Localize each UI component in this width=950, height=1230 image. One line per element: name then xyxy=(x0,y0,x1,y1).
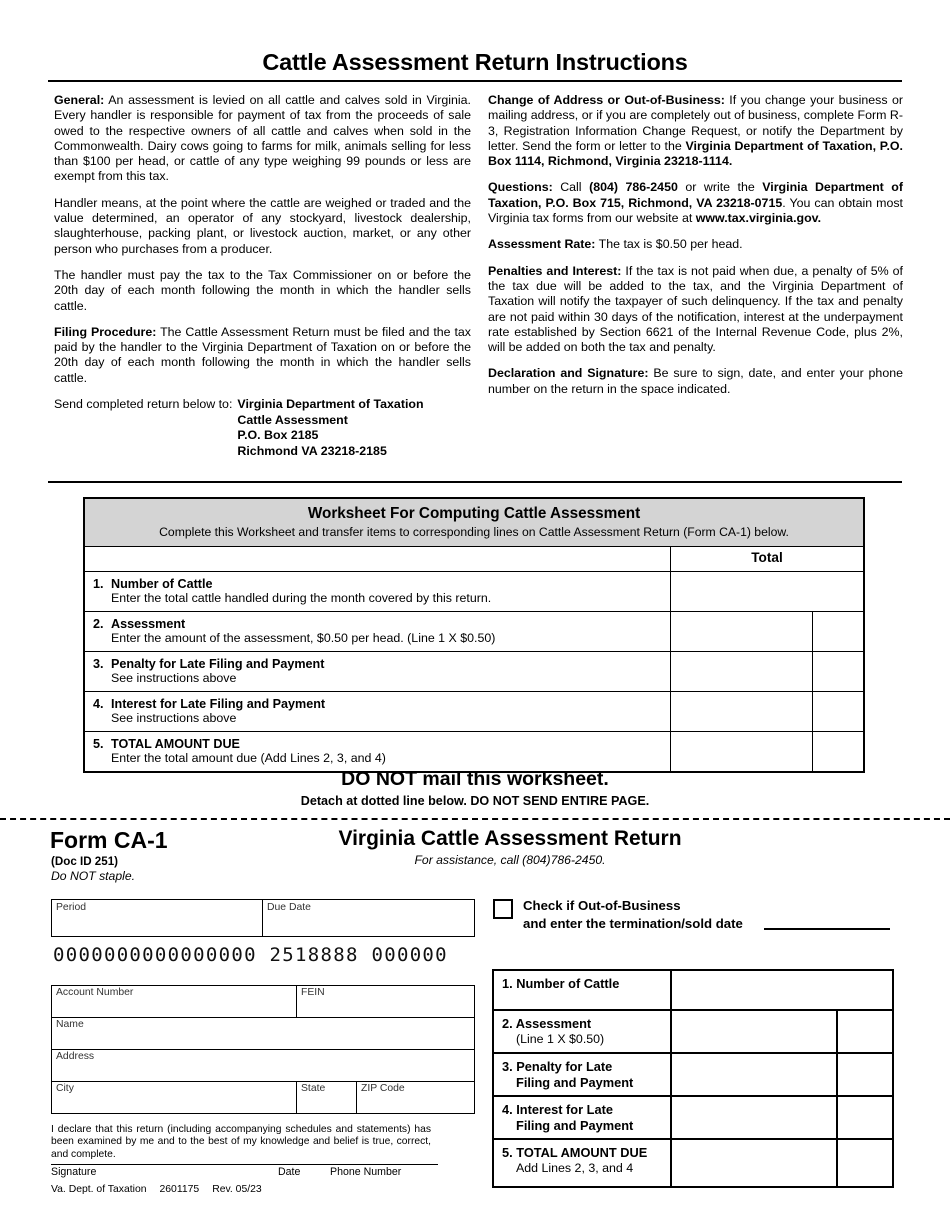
worksheet-row-2-instruction: Enter the amount of the assessment, $0.50 per head. (Line 1 X $0.50) xyxy=(111,631,496,645)
return-row-2-title xyxy=(502,1016,670,1032)
signature-date-label: Date xyxy=(278,1166,301,1178)
worksheet-row-5-amount-input[interactable] xyxy=(671,732,813,771)
worksheet-row-4-number: 4. xyxy=(93,697,104,711)
worksheet-row-1 xyxy=(85,572,863,612)
signature-label: Signature xyxy=(51,1166,97,1178)
worksheet-row-1-title-text: Number of Cattle xyxy=(111,577,213,591)
worksheet-row-1-title xyxy=(93,577,670,591)
worksheet-row-2-desc xyxy=(85,612,671,651)
return-row-2-title-text: Assessment xyxy=(515,1016,592,1031)
worksheet-row-1-desc xyxy=(85,572,671,611)
assistance-note: For assistance, call (804)786-2450. xyxy=(414,853,606,867)
return-row-4-number: 4. xyxy=(502,1102,513,1117)
address-line-1: Virginia Department of Taxation xyxy=(237,397,424,412)
questions-paragraph xyxy=(488,180,903,226)
account-number-label: Account Number xyxy=(56,987,134,998)
worksheet-row-3-title-text: Penalty for Late Filing and Payment xyxy=(111,657,325,671)
state-label: State xyxy=(301,1083,326,1094)
taxpayer-row-name xyxy=(52,1018,474,1050)
due-date-field[interactable] xyxy=(263,900,474,936)
worksheet-row-5 xyxy=(85,732,863,771)
send-completed-return-block xyxy=(54,397,471,459)
name-label: Name xyxy=(56,1019,84,1030)
worksheet-heading: Worksheet For Computing Cattle Assessment xyxy=(307,505,641,522)
return-row-1-title-text: Number of Cattle xyxy=(516,976,620,991)
payment-due-paragraph: The handler must pay the tax to the Tax Commissioner on or before the 20th day of each month following the month in which the handler sells cattle. xyxy=(54,267,471,313)
return-row-5-title-text: TOTAL AMOUNT DUE xyxy=(516,1145,648,1160)
instructions-left-column xyxy=(54,93,471,459)
ocr-scanline: 0000000000000000 2518888 000000 xyxy=(53,944,448,966)
filing-procedure-label: Filing Procedure: xyxy=(54,324,157,339)
worksheet-row-2-title xyxy=(93,617,670,631)
address-label: Address xyxy=(56,1051,95,1062)
worksheet-row-4-title xyxy=(93,697,670,711)
zip-code-label: ZIP Code xyxy=(361,1083,405,1094)
worksheet-row-2-cents-input[interactable] xyxy=(813,612,863,651)
address-line-2: Cattle Assessment xyxy=(237,412,348,427)
questions-write-text: or write the xyxy=(677,180,763,195)
worksheet-row-3-title xyxy=(93,657,670,671)
out-of-business-line1: Check if Out-of-Business xyxy=(523,898,681,913)
page-title: Cattle Assessment Return Instructions xyxy=(262,49,688,75)
worksheet-row-5-desc xyxy=(85,732,671,771)
penalties-label: Penalties and Interest: xyxy=(488,263,622,278)
footer-revision: Rev. 05/23 xyxy=(212,1184,262,1195)
period-field[interactable] xyxy=(52,900,263,936)
return-row-2-amount-input[interactable] xyxy=(672,1011,838,1052)
section-divider xyxy=(48,481,902,483)
declaration-statement: I declare that this return (including accompanying schedules and statements) has been examined by me and to the best of my knowledge and belief is true, correct, and complete. xyxy=(51,1124,431,1160)
return-row-2-desc xyxy=(494,1011,672,1052)
return-row-4-title2: Filing and Payment xyxy=(516,1117,634,1133)
phone-number-label: Phone Number xyxy=(330,1166,402,1178)
return-lines-table xyxy=(492,969,894,1188)
footer-agency: Va. Dept. of Taxation xyxy=(51,1184,147,1195)
return-row-4-title xyxy=(502,1102,670,1118)
return-row-4-cents-input[interactable] xyxy=(838,1097,892,1138)
worksheet-row-4 xyxy=(85,692,863,732)
general-text: An assessment is levied on all cattle and calves sold in Virginia. Every handler is responsible for payment of tax from the proceeds of sale owed to the respective owners of all cattle and calves when sold in the Commonwealth. Dairy cows going to farms for milk, animals selling for less than $100 per head, or cattle of any type weighing 99 pounds or less are exempt from this tax. xyxy=(54,93,471,184)
return-row-3 xyxy=(494,1054,892,1097)
return-row-3-title xyxy=(502,1059,670,1075)
worksheet-row-4-amount-input[interactable] xyxy=(671,692,813,731)
send-to-address xyxy=(237,397,423,459)
taxpayer-row-account xyxy=(52,986,474,1018)
assessment-rate-text: The tax is $0.50 per head. xyxy=(595,237,743,252)
worksheet-row-4-instruction: See instructions above xyxy=(111,711,237,725)
return-row-4 xyxy=(494,1097,892,1140)
return-row-1-amount-input[interactable] xyxy=(672,971,892,1009)
account-number-field[interactable] xyxy=(52,986,297,1017)
filing-procedure-paragraph xyxy=(54,325,471,386)
worksheet-row-2-number: 2. xyxy=(93,617,104,631)
worksheet-row-2 xyxy=(85,612,863,652)
return-row-3-title-text: Penalty for Late xyxy=(516,1059,613,1074)
do-not-mail-notice: DO NOT mail this worksheet. xyxy=(341,768,609,790)
worksheet-row-3 xyxy=(85,652,863,692)
return-row-5-title xyxy=(502,1145,670,1161)
detach-dashed-line xyxy=(0,818,950,820)
taxpayer-row-city-state-zip xyxy=(52,1082,474,1113)
title-divider xyxy=(48,80,902,82)
worksheet-row-4-desc xyxy=(85,692,671,731)
questions-website-text: . You can obtain most Virginia tax forms from our website at xyxy=(488,195,903,226)
worksheet-row-5-title xyxy=(93,737,670,751)
worksheet-row-5-number: 5. xyxy=(93,737,104,751)
out-of-business-line2: and enter the termination/sold date xyxy=(523,915,743,931)
name-field[interactable] xyxy=(52,1018,474,1049)
address-line-3: P.O. Box 2185 xyxy=(237,428,319,443)
doc-id: (Doc ID 251) xyxy=(51,855,119,868)
return-title: Virginia Cattle Assessment Return xyxy=(338,827,682,850)
detach-note: Detach at dotted line below. DO NOT SEND ENTIRE PAGE. xyxy=(300,794,650,808)
return-row-3-desc xyxy=(494,1054,672,1095)
penalties-paragraph xyxy=(488,264,903,356)
change-of-address-paragraph xyxy=(488,93,903,169)
general-label: General: xyxy=(54,93,105,107)
instructions-right-column xyxy=(488,93,903,397)
period-label: Period xyxy=(56,902,87,913)
change-of-address-mailing: Virginia Department of Taxation, P.O. Box 1114, Richmond, Virginia 23218-1114. xyxy=(488,138,903,169)
out-of-business-checkbox[interactable] xyxy=(493,899,513,919)
form-footer xyxy=(51,1184,275,1195)
worksheet-row-5-instruction: Enter the total amount due (Add Lines 2, 3, and 4) xyxy=(111,751,386,765)
city-field[interactable] xyxy=(52,1082,297,1113)
taxpayer-info-grid xyxy=(51,985,475,1114)
state-field[interactable] xyxy=(297,1082,357,1113)
worksheet-column-header-row xyxy=(85,547,863,572)
city-label: City xyxy=(56,1083,74,1094)
taxpayer-row-address xyxy=(52,1050,474,1082)
return-row-3-number: 3. xyxy=(502,1059,513,1074)
return-row-1-title xyxy=(502,976,670,992)
return-row-2-cents-input[interactable] xyxy=(838,1011,892,1052)
return-row-5-sub: Add Lines 2, 3, and 4 xyxy=(516,1160,634,1175)
worksheet-subheading: Complete this Worksheet and transfer items to corresponding lines on Cattle Assessment Return (Form CA-1) below. xyxy=(159,525,789,539)
questions-phone: (804) 786-2450 xyxy=(589,180,678,195)
due-date-label: Due Date xyxy=(267,902,311,913)
worksheet-row-3-desc xyxy=(85,652,671,691)
fein-label: FEIN xyxy=(301,987,325,998)
declaration-label: Declaration and Signature: xyxy=(488,366,649,381)
zip-code-field[interactable] xyxy=(357,1082,474,1113)
return-row-1-number: 1. xyxy=(502,976,513,991)
change-of-address-label: Change of Address or Out-of-Business: xyxy=(488,93,725,107)
worksheet-total-header: Total xyxy=(751,550,783,565)
worksheet-header xyxy=(85,499,863,547)
return-row-4-title-text: Interest for Late xyxy=(516,1102,613,1117)
declaration-paragraph xyxy=(488,366,903,397)
worksheet-row-2-title-text: Assessment xyxy=(111,617,186,631)
worksheet-row-5-title-text: TOTAL AMOUNT DUE xyxy=(111,737,240,751)
questions-address: Virginia Department of Taxation, P.O. Box 715, Richmond, VA 23218-0715 xyxy=(488,180,904,210)
termination-date-input[interactable] xyxy=(764,928,890,930)
worksheet-row-4-title-text: Interest for Late Filing and Payment xyxy=(111,697,326,711)
questions-call-text: Call xyxy=(552,180,590,195)
fein-field[interactable] xyxy=(297,986,474,1017)
worksheet-row-1-number: 1. xyxy=(93,577,104,591)
address-line-4: Richmond VA 23218-2185 xyxy=(237,443,387,458)
out-of-business-text xyxy=(523,897,743,932)
worksheet-table xyxy=(83,497,865,773)
return-row-3-title2: Filing and Payment xyxy=(516,1074,634,1090)
worksheet-row-1-amount-input[interactable] xyxy=(671,572,863,611)
worksheet-row-3-instruction: See instructions above xyxy=(111,671,237,685)
return-row-5-desc xyxy=(494,1140,672,1186)
footer-number: 2601175 xyxy=(159,1184,200,1195)
worksheet-desc-header xyxy=(85,547,671,571)
return-row-1-desc xyxy=(494,971,672,1009)
declaration-text: Be sure to sign, date, and enter your phone number on the return in the space indicated. xyxy=(488,366,904,396)
handler-paragraph: Handler means, at the point where the cattle are weighed or traded and the value determined, an operator of any stockyard, livestock dealership, slaughterhouse, packing plant, or livestock auction, market, or any other person who purchases from a producer. xyxy=(54,195,471,256)
penalties-text: If the tax is not paid when due, a penalty of 5% of the tax due will be added to the tax, and the Virginia Department of Taxation will notify the taxpayer of such delinquency. If the tax and penalty are not paid within 30 days of the notification, interest at the underpayment rate established by Section 6621 of the Internal Revenue Code, plus 2%, will be added on both the tax and penalty. xyxy=(488,263,903,355)
return-row-3-cents-input[interactable] xyxy=(838,1054,892,1095)
assessment-rate-paragraph xyxy=(488,237,903,252)
return-row-4-amount-input[interactable] xyxy=(672,1097,838,1138)
questions-label: Questions: xyxy=(488,180,553,195)
change-of-address-text: If you change your business or mailing address, or if you are completely out of business, complete Form R-3, Registration Information Change Request, or notify the Department by letter. Send the form or letter to the xyxy=(488,93,903,153)
questions-website: www.tax.virginia.gov. xyxy=(695,211,822,226)
worksheet-row-3-amount-input[interactable] xyxy=(671,652,813,691)
return-row-2-sub: (Line 1 X $0.50) xyxy=(516,1031,605,1046)
return-row-5-amount-input[interactable] xyxy=(672,1140,838,1186)
return-row-1 xyxy=(494,971,892,1011)
return-row-4-desc xyxy=(494,1097,672,1138)
general-paragraph xyxy=(54,93,471,185)
worksheet-row-2-amount-input[interactable] xyxy=(671,612,813,651)
send-to-label: Send completed return below to: xyxy=(54,397,233,412)
return-row-5-cents-input[interactable] xyxy=(838,1140,892,1186)
return-row-5 xyxy=(494,1140,892,1186)
worksheet-row-1-instruction: Enter the total cattle handled during the month covered by this return. xyxy=(111,591,492,605)
filing-procedure-text: The Cattle Assessment Return must be filed and the tax paid by the handler to the Virginia Department of Taxation on or before the 20th day of each month following the month in which the handler sells cattle. xyxy=(54,324,472,385)
no-staple-note: Do NOT staple. xyxy=(51,869,135,883)
return-row-2-number: 2. xyxy=(502,1016,513,1031)
return-row-3-amount-input[interactable] xyxy=(672,1054,838,1095)
return-row-2 xyxy=(494,1011,892,1054)
worksheet-row-4-cents-input[interactable] xyxy=(813,692,863,731)
period-due-date-box xyxy=(51,899,475,937)
assessment-rate-label: Assessment Rate: xyxy=(488,237,596,252)
return-row-5-number: 5. xyxy=(502,1145,513,1160)
worksheet-row-3-cents-input[interactable] xyxy=(813,652,863,691)
worksheet-row-3-number: 3. xyxy=(93,657,104,671)
form-number: Form CA-1 xyxy=(50,827,168,853)
address-field[interactable] xyxy=(52,1050,474,1081)
worksheet-row-5-cents-input[interactable] xyxy=(813,732,863,771)
